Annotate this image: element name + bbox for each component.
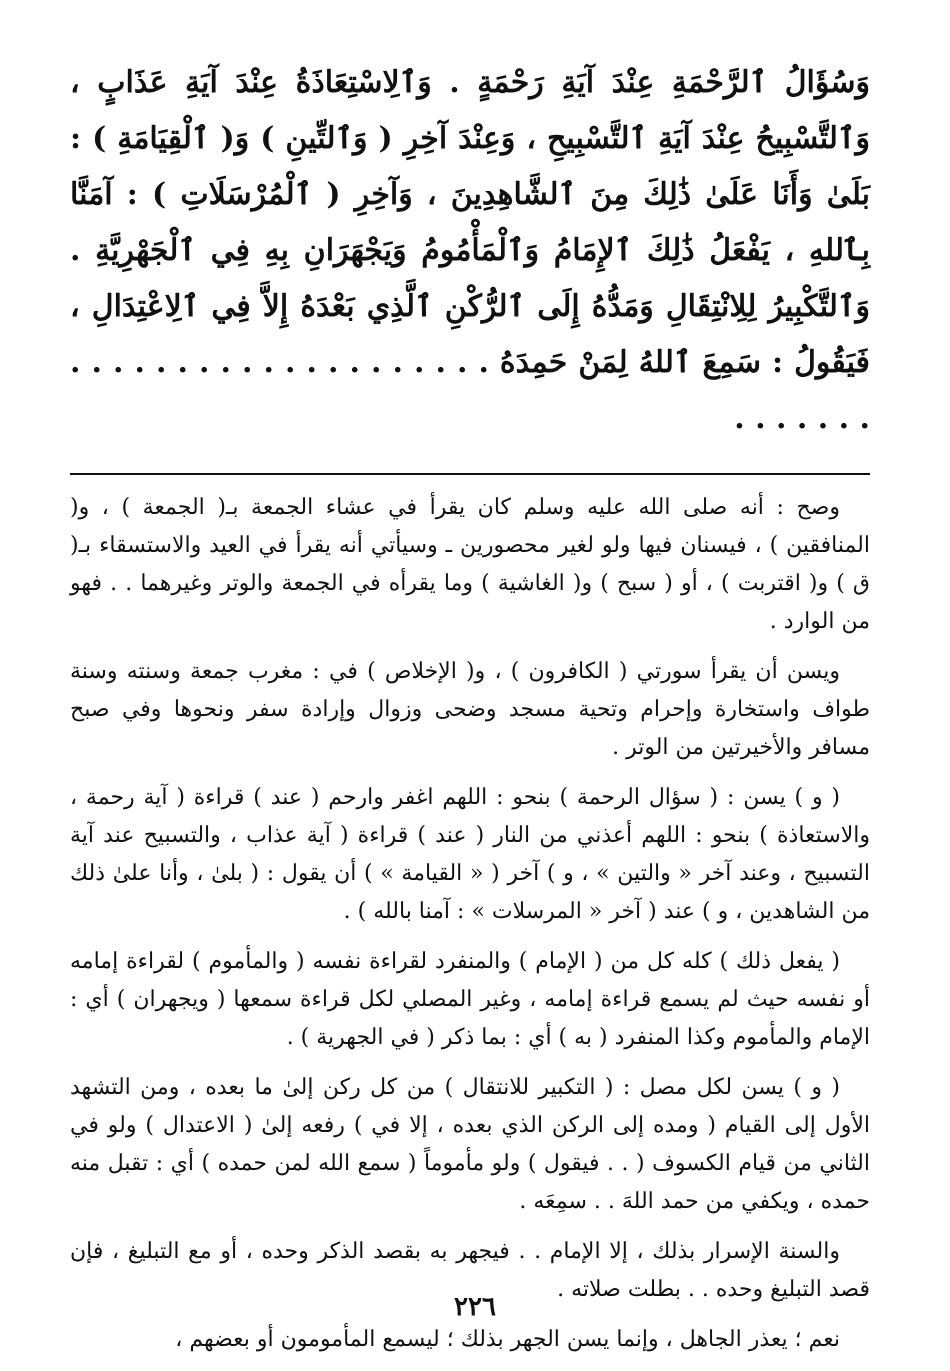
commentary xyxy=(70,489,870,1359)
page-number: ٢٢٦ xyxy=(454,1292,496,1322)
commentary-paragraph: ( يفعل ذلك ) كله كل من ( الإمام ) والمنفرد لقراءة نفسه ( والمأموم ) لقراءة إمامه أو نفسه حيث لم يسمع قراءة إمامه ، وغير المصلي لكل قراءة سمعها ( ويجهران ) أي : الإمام والمأموم وكذا المنفرد ( به ) أي : بما ذكر ( في الجهرية ) . xyxy=(70,949,870,1050)
commentary-paragraph: ( و ) يسن : ( سؤال الرحمة ) بنحو : اللهم اغفر وارحم ( عند ) قراءة ( آية رحمة ، والاستعاذة ) بنحو : اللهم أعذني من النار ( عند ) قراءة ( آية عذاب ، والتسبيح عند آية التسبيح ، وعند آخر « والتين » ، و ) آخر ( « القيامة » ) أن يقول : ( بلىٰ ، وأنا علىٰ ذلك من الشاهدين ، و ) عند ( آخر « المرسلات » : آمنا بالله ) . xyxy=(70,785,870,924)
separator-rule xyxy=(70,473,870,475)
book-page xyxy=(70,55,870,1371)
matn-text: وَسُؤَالُ ٱلرَّحْمَةِ عِنْدَ آيَةِ رَحْمَةٍ . وَٱلِاسْتِعَاذَةُ عِنْدَ آيَةِ عَذَابٍ ، وَٱلتَّسْبِيحُ عِنْدَ آيَةِ ٱلتَّسْبِيحِ ، وَعِنْدَ آخِرِ ( وَٱلتِّينِ ) وَ( ٱلْقِيَامَةِ ) : بَلَىٰ وَأَنَا عَلَىٰ ذَٰلِكَ مِنَ ٱلشَّاهِدِينَ ، وَآخِرِ ( ٱلْمُرْسَلَاتِ ) : آمَنَّا بِٱللهِ ، يَفْعَلُ ذَٰلِكَ ٱلإِمَامُ وَٱلْمَأْمُومُ وَيَجْهَرَانِ بِهِ فِي ٱلْجَهْرِيَّةِ . وَٱلتَّكْبِيرُ لِلِانْتِقَالِ وَمَدُّهُ إِلَى ٱلرُّكْنِ ٱلَّذِي بَعْدَهُ إِلاَّ فِي ٱلِاعْتِدَالِ ، فَيَقُولُ : سَمِعَ ٱللهُ لِمَنْ حَمِدَهُ . . . . . . . . . . . . . . . . . . . . . . . . . . . xyxy=(70,65,870,436)
commentary-paragraph: ( و ) يسن لكل مصل : ( التكبير للانتقال ) من كل ركن إلىٰ ما بعده ، ومن التشهد الأول إلى القيام ( ومده إلى الركن الذي بعده ، إلا في ) رفعه إلىٰ ( الاعتدال ) ولو في الثاني من قيام الكسوف ( . . فيقول ) ولو مأموماً ( سمع الله لمن حمده ) أي : تقبل منه حمده ، ويكفي من حمد اللهَ . . سمِعَه . xyxy=(70,1075,870,1214)
commentary-paragraph: ويسن أن يقرأ سورتي ( الكافرون ) ، و( الإخلاص ) في : مغرب جمعة وسنته وسنة طواف واستخارة وإحرام وتحية مسجد وضحى وزوال وإرادة سفر ونحوها وفي صبح مسافر والأخيرتين من الوتر . xyxy=(70,659,870,760)
commentary-paragraph: والسنة الإسرار بذلك ، إلا الإمام . . فيجهر به بقصد الذكر وحده ، أو مع التبليغ ، فإن قصد التبليغ وحده . . بطلت صلاته . xyxy=(70,1239,870,1302)
commentary-paragraph: وصح : أنه صلى الله عليه وسلم كان يقرأ في عشاء الجمعة بـ( الجمعة ) ، و( المنافقين ) ، فيسنان فيها ولو لغير محصورين ـ وسيأتي أنه يقرأ في العيد والاستسقاء بـ( ق ) و( اقتربت ) ، أو ( سبح ) و( الغاشية ) وما يقرأه في الجمعة والوتر وغيرهما . . فهو من الوارد . xyxy=(70,495,870,634)
commentary-paragraph: نعم ؛ يعذر الجاهل ، وإنما يسن الجهر بذلك ؛ ليسمع المأمومون أو بعضهم ، xyxy=(175,1327,840,1352)
